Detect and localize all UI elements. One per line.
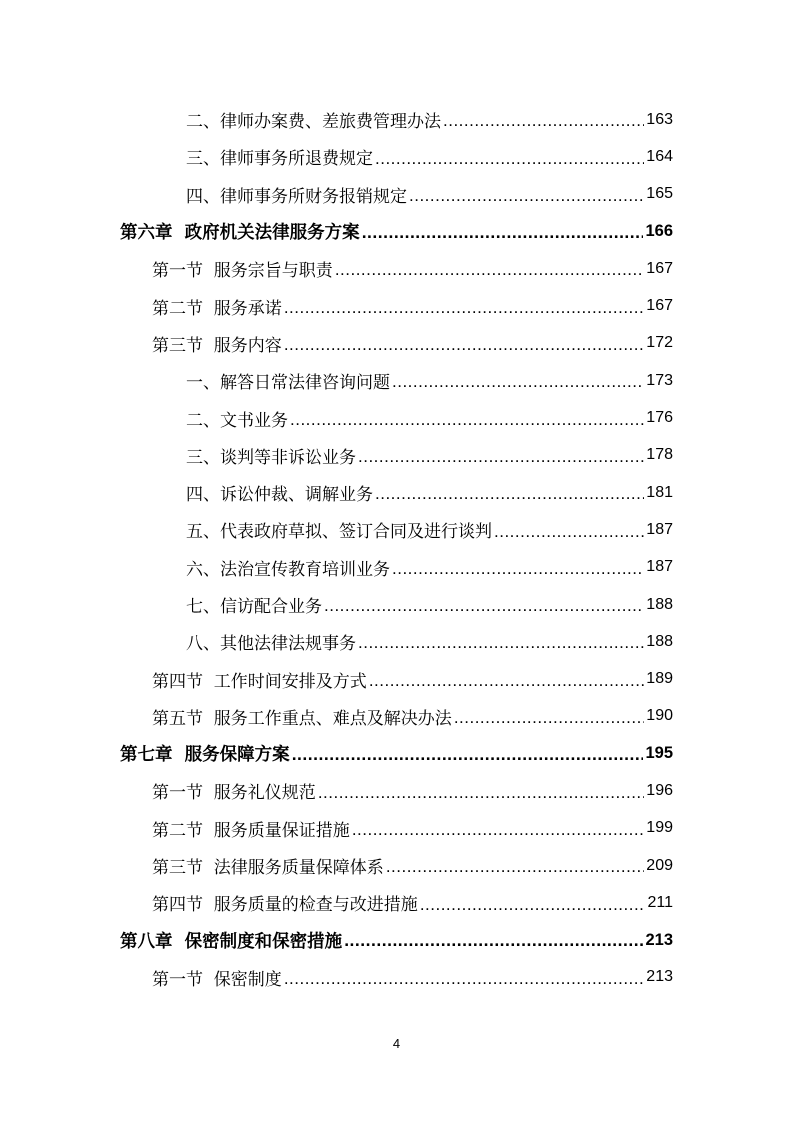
toc-entry-page: 209 [646, 856, 673, 874]
dot-leader [324, 597, 644, 623]
toc-entry-title: 第七章 服务保障方案 [120, 745, 290, 766]
toc-entry-title: 七、信访配合业务 [186, 597, 322, 617]
toc-entry-title: 三、谈判等非诉讼业务 [186, 447, 356, 468]
dot-leader [318, 784, 644, 810]
toc-section-entry[interactable] [0, 884, 793, 921]
toc-entry-title: 第五节 服务工作重点、难点及解决办法 [152, 708, 452, 729]
dot-leader [344, 932, 643, 959]
toc-entry[interactable] [0, 399, 793, 436]
toc-entry-page: 166 [645, 222, 673, 241]
dot-leader [284, 299, 644, 325]
toc-entry[interactable] [0, 511, 793, 548]
dot-leader [290, 411, 644, 437]
dot-leader [292, 746, 644, 773]
toc-entry[interactable] [0, 437, 793, 474]
toc-entry-title: 一、解答日常法律咨询问题 [186, 373, 390, 394]
dot-leader [454, 709, 644, 735]
dot-leader [358, 634, 644, 660]
toc-entry-page: 187 [646, 520, 673, 538]
toc-section-entry[interactable] [0, 660, 793, 697]
toc-entry[interactable] [0, 549, 793, 586]
toc-entry-page: 181 [646, 483, 673, 501]
dot-leader [392, 560, 644, 586]
dot-leader [443, 112, 644, 138]
dot-leader [409, 187, 644, 213]
dot-leader [386, 858, 644, 884]
toc-section-entry[interactable] [0, 959, 793, 996]
dot-leader [375, 485, 644, 511]
dot-leader [335, 261, 644, 287]
toc-entry-page: 164 [646, 147, 673, 165]
toc-entry-page: 199 [646, 819, 673, 837]
dot-leader [375, 150, 644, 176]
toc-entry-title: 八、其他法律法规事务 [186, 634, 356, 655]
dot-leader [352, 821, 644, 847]
toc-entry-page: 195 [645, 744, 673, 763]
toc-entry-page: 213 [645, 930, 673, 949]
toc-entry-title: 第二节 服务承诺 [152, 298, 282, 319]
toc-entry-title: 第一节 服务宗旨与职责 [152, 261, 333, 282]
toc-entry-title: 第四节 服务质量的检查与改进措施 [152, 895, 418, 916]
toc-entry-page: 167 [646, 259, 673, 277]
toc-entry-page: 196 [646, 781, 673, 799]
toc-entry-page: 176 [646, 409, 673, 427]
toc-chapter-entry[interactable] [0, 922, 793, 959]
page-number: 4 [392, 1036, 401, 1051]
dot-leader [420, 896, 646, 922]
toc-entry-title: 第六章 政府机关法律服务方案 [120, 223, 360, 244]
toc-section-entry[interactable] [0, 698, 793, 735]
toc-entry-title: 第三节 服务内容 [152, 335, 282, 356]
toc-section-entry[interactable] [0, 810, 793, 847]
dot-leader [284, 970, 644, 996]
toc-entry-page: 190 [646, 707, 673, 725]
toc-entry-page: 188 [646, 632, 673, 650]
toc-entry-title: 二、律师办案费、差旅费管理办法 [186, 112, 441, 133]
dot-leader [284, 336, 644, 362]
toc-entry-title: 三、律师事务所退费规定 [186, 149, 373, 170]
toc-entry[interactable] [0, 176, 793, 213]
toc-entry-title: 二、文书业务 [186, 410, 288, 431]
toc-entry[interactable] [0, 362, 793, 399]
toc-entry-title: 四、律师事务所财务报销规定 [186, 186, 407, 207]
toc-entry-title: 第一节 服务礼仪规范 [152, 783, 316, 804]
dot-leader [362, 224, 644, 251]
dot-leader [358, 448, 644, 474]
toc-section-entry[interactable] [0, 325, 793, 362]
toc-entry-title: 第八章 保密制度和保密措施 [120, 931, 343, 952]
toc-section-entry[interactable] [0, 772, 793, 809]
toc-entry[interactable] [0, 586, 793, 623]
dot-leader [392, 373, 644, 399]
toc-entry-page: 172 [646, 334, 673, 352]
toc-entry[interactable] [0, 101, 793, 138]
toc-entry-page: 188 [646, 595, 673, 613]
dot-leader [369, 672, 644, 698]
toc-entry-page: 187 [646, 558, 673, 576]
toc-entry-title: 第二节 服务质量保证措施 [152, 820, 350, 841]
table-of-contents [0, 101, 793, 996]
dot-leader [494, 523, 644, 549]
toc-entry-title: 第三节 法律服务质量保障体系 [152, 858, 384, 879]
toc-entry[interactable] [0, 623, 793, 660]
toc-section-entry[interactable] [0, 287, 793, 324]
toc-entry-page: 211 [647, 893, 673, 911]
toc-entry-title: 四、诉讼仲裁、调解业务 [186, 485, 373, 506]
toc-entry-title: 第一节 保密制度 [152, 969, 282, 990]
toc-entry-title: 第四节 工作时间安排及方式 [152, 671, 367, 692]
toc-chapter-entry[interactable] [0, 735, 793, 772]
toc-entry-page: 167 [646, 297, 673, 315]
toc-entry-page: 178 [646, 446, 673, 464]
toc-chapter-entry[interactable] [0, 213, 793, 250]
toc-entry[interactable] [0, 138, 793, 175]
toc-entry-title: 六、法治宣传教育培训业务 [186, 559, 390, 580]
toc-entry-page: 173 [646, 371, 673, 389]
toc-entry-page: 213 [646, 968, 673, 986]
toc-section-entry[interactable] [0, 847, 793, 884]
toc-entry-page: 165 [646, 185, 673, 203]
toc-entry-page: 189 [646, 670, 673, 688]
toc-entry[interactable] [0, 474, 793, 511]
toc-entry-page: 163 [646, 110, 673, 128]
toc-entry-title: 五、代表政府草拟、签订合同及进行谈判 [186, 522, 492, 543]
toc-section-entry[interactable] [0, 250, 793, 287]
